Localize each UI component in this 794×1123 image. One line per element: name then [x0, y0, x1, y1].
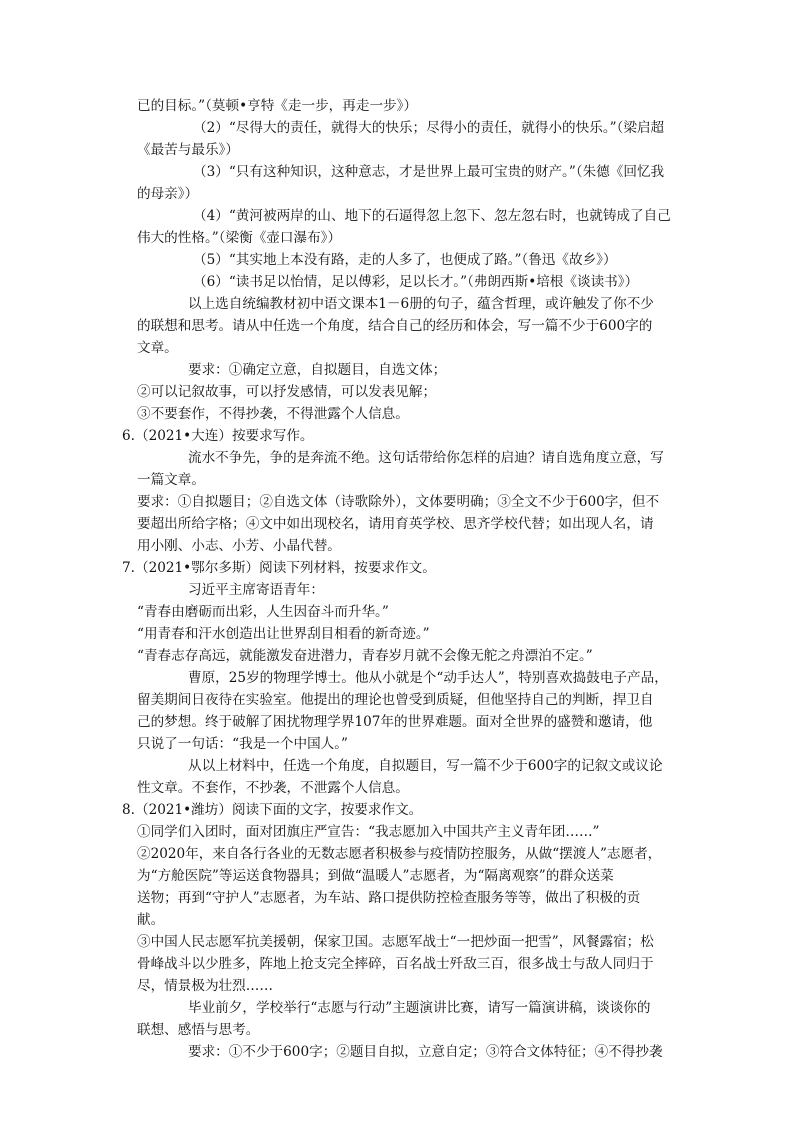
- text-line: 留美期间日夜待在实验室。他提出的理论也曾受到质疑，但他坚持自己的判断，捍卫自: [137, 692, 654, 708]
- text-line: ①同学们入团时，面对团旗庄严宣告：“我志愿加入中国共产主义青年团……”: [137, 824, 600, 840]
- text-line: 联想、感悟与思考。: [137, 1022, 260, 1038]
- text-line: ③中国人民志愿军抗美援朝，保家卫国。志愿军战士“一把炒面一把雪”，风餐露宿；松: [137, 934, 654, 950]
- text-line: 要求：①自拟题目；②自选文体（诗歌除外），文体要明确；③全文不少于600字，但不: [137, 494, 660, 510]
- text-line: （3）“只有这种知识，这种意志，才是世界上最可宝贵的财产。”（朱德《回忆我: [193, 164, 665, 180]
- text-line: 献。: [137, 912, 165, 928]
- text-line: ②可以记叙故事，可以抒发感情，可以发表见解；: [137, 384, 437, 400]
- text-line: 《最苦与最乐》）: [137, 142, 239, 158]
- text-line: 为“方舱医院”等运送食物器具；到做“温暖人”志愿者，为“隔离观察”的群众送菜: [137, 868, 614, 884]
- text-line: “青春由磨砺而出彩，人生因奋斗而升华。”: [137, 604, 389, 620]
- text-line: 要超出所给字格；④文中如出现校名，请用育英学校、思齐学校代替；如出现人名，请: [137, 516, 654, 532]
- text-line: 骨峰战斗以少胜多，阵地上抢支完全摔碎，百名战士歼敌三百，很多战士与敌人同归于: [137, 956, 654, 972]
- text-line: “青春志存高远，就能激发奋进潜力，青春岁月就不会像无舵之舟漂泊不定。”: [137, 648, 593, 664]
- text-line: ②2020年，来自各行各业的无数志愿者积极参与疫情防控服务，从做“摆渡人”志愿者，: [137, 846, 662, 862]
- question-heading: 8.（2021•潍坊）阅读下面的文字，按要求作文。: [122, 802, 423, 818]
- text-line: 的联想和思考。请从中任选一个角度，结合自己的经历和体会，写一篇不少于600字的: [137, 318, 653, 334]
- text-line: （2）“尽得大的责任，就得大的快乐；尽得小的责任，就得小的快乐。”（梁启超: [193, 120, 665, 136]
- text-line: 曹原，25岁的物理学博士。他从小就是个“动手达人”，特别喜欢捣鼓电子产品，: [188, 670, 668, 686]
- text-line: 文章。: [137, 340, 178, 356]
- text-line: （5）“其实地上本没有路，走的人多了，也便成了路。”（鲁迅《故乡》）: [193, 252, 617, 268]
- text-line: 己的梦想。终于破解了困扰物理学界107年的世界难题。面对全世界的盛赞和邀请，他: [137, 714, 653, 730]
- text-line: 只说了一句话：“我是一个中国人。”: [137, 736, 349, 752]
- text-line: 已的目标。”（莫顿•亨特《走一步，再走一步》）: [137, 98, 418, 114]
- text-line: 毕业前夕，学校举行“志愿与行动”主题演讲比赛，请写一篇演讲稿，谈谈你的: [188, 1000, 651, 1016]
- text-line: （4）“黄河被两岸的山、地下的石逼得忽上忽下、忽左忽右时，也就铸成了自己: [193, 208, 671, 224]
- text-line: 要求：①确定立意，自拟题目，自选文体；: [188, 362, 447, 378]
- text-line: 尽，情景极为壮烈……: [137, 978, 273, 994]
- text-line: 一篇文章。: [137, 472, 205, 488]
- text-line: 从以上材料中，任选一个角度，自拟题目，写一篇不少于600字的记叙文或议论: [188, 758, 663, 774]
- text-line: “用青春和汗水创造出让世界刮目相看的新奇迹。”: [137, 626, 430, 642]
- text-line: 用小刚、小志、小芳、小晶代替。: [137, 538, 341, 554]
- text-line: 以上选自统编教材初中语文课本1－6册的句子，蕴含哲理，或许触发了你不少: [188, 296, 654, 312]
- question-heading: 6.（2021•大连）按要求写作。: [122, 428, 314, 444]
- text-line: （6）“读书足以怡情，足以傅彩，足以长才。”（弗朗西斯•培根《谈读书》）: [193, 274, 639, 290]
- text-line: 的母亲》）: [137, 186, 199, 202]
- text-line: 流水不争先，争的是奔流不绝。这句话带给你怎样的启迪？请自选角度立意，写: [188, 450, 664, 466]
- text-line: 送物；再到“守护人”志愿者，为车站、路口提供防控检查服务等等，做出了积极的贡: [137, 890, 641, 906]
- text-line: 性文章。不套作，不抄袭，不泄露个人信息。: [137, 780, 409, 796]
- question-heading: 7.（2021•鄂尔多斯）阅读下列材料，按要求作文。: [122, 560, 436, 576]
- text-line: 要求：①不少于600字；②题目自拟，立意自定；③符合文体特征；④不得抄袭: [188, 1044, 663, 1060]
- text-line: 伟大的性格。”（梁衡《壶口瀑布》）: [137, 230, 342, 246]
- text-line: ③不要套作，不得抄袭，不得泄露个人信息。: [137, 406, 409, 422]
- text-line: 习近平主席寄语青年：: [188, 582, 324, 598]
